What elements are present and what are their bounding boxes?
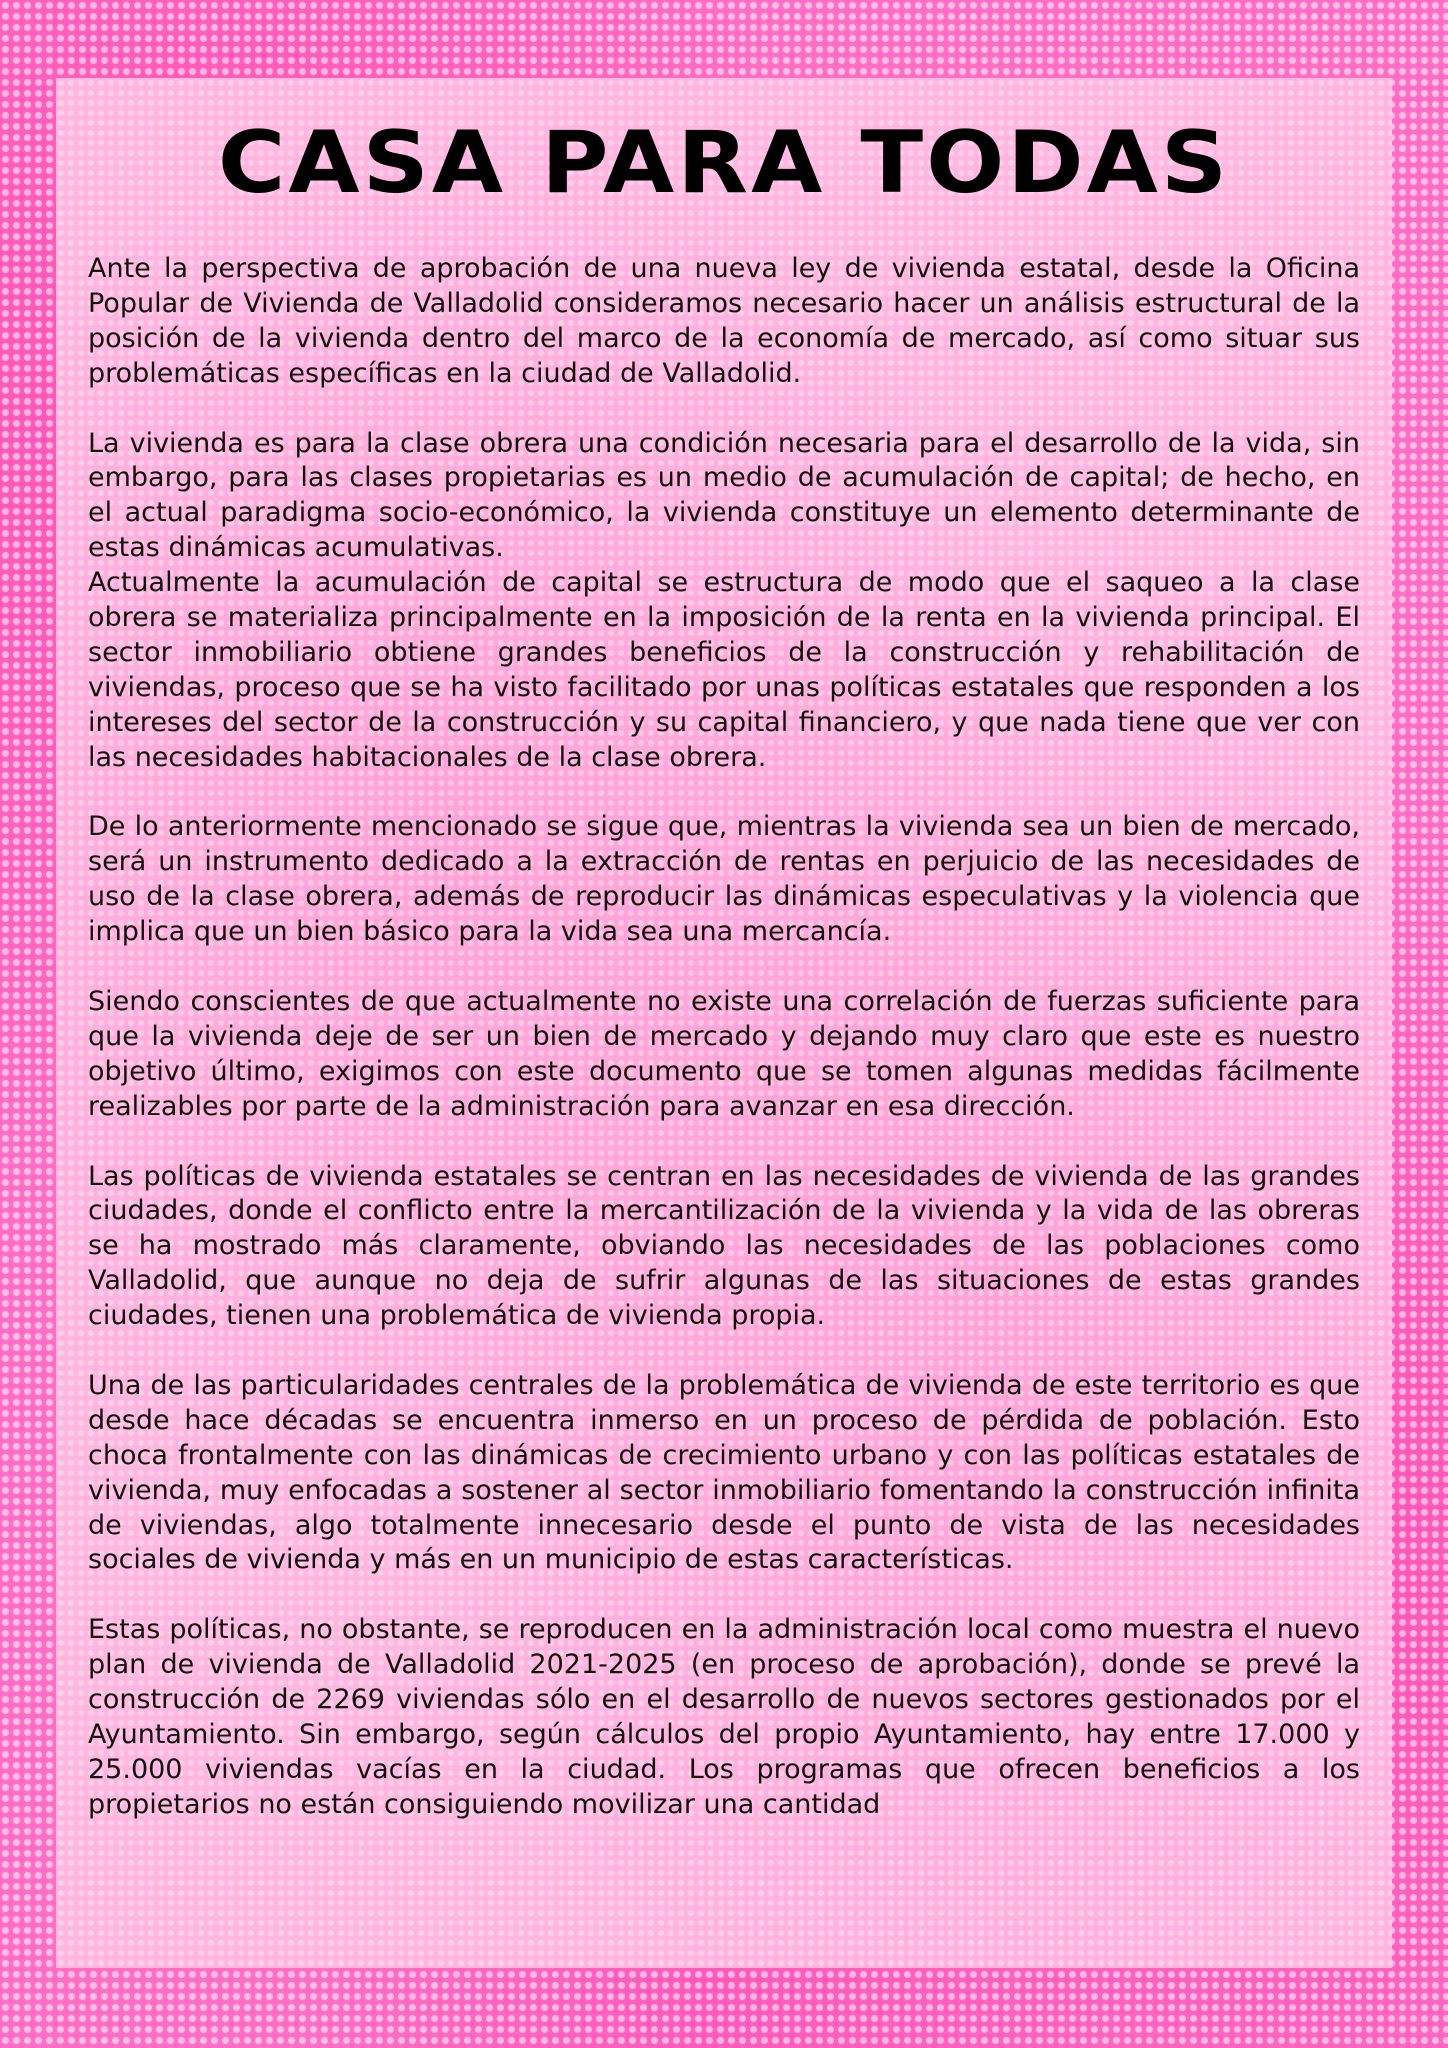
document-title: CASA PARA TODAS [217,112,1231,213]
paragraph-perdida-poblacion: Una de las particularidades centrales de la problemática de vivienda de este territorio es que desde hace décadas se encuentra inmerso en un proceso de pérdida de población. Esto choca frontalmente con las dinámicas de crecimiento urbano y con las políticas estatales de vivienda, muy enfocadas a sostener al sector inmobiliario fomentando la construcción infinita de viviendas, algo totalmente innecesario desde el punto de vista de las necesidades sociales de vivienda y más en un municipio de estas características. [88,1369,1360,1576]
paragraph-plan-vivienda: Estas políticas, no obstante, se reproducen en la administración local como muestra el nuevo plan de vivienda de Valladolid 2021-2025 (en proceso de aprobación), donde se prevé la construcción de 2269 viviendas sólo en el desarrollo de nuevos sectores gestionados por el Ayuntamiento. Sin embargo, según cálculos del propio Ayuntamiento, hay entre 17.000 y 25.000 viviendas vacías en la ciudad. Los programas que ofrecen beneficios a los propietarios no están consiguiendo movilizar una cantidad [88,1614,1360,1820]
paragraph-spacer [88,1334,1360,1369]
paragraph-spacer [88,1125,1360,1160]
paragraph-intro: Ante la perspectiva de aprobación de una nueva ley de vivienda estatal, desde la Oficina Popular de Vivienda de Valladolid consideramos necesario hacer un análisis estructural de la posición de la vivienda dentro del marco de la economía de mercado, así como situar sus problemáticas específicas en la ciudad de Valladolid. [88,253,1360,389]
document-body [88,252,1360,1823]
paragraph-bien-de-mercado: De lo anteriormente mencionado se sigue que, mientras la vivienda sea un bien de mercado, será un instrumento dedicado a la extracción de rentas en perjuicio de las necesidades de uso de la clase obrera, además de reproducir las dinámicas especulativas y la violencia que implica que un bien básico para la vida sea una mercancía. [88,811,1360,948]
paragraph-spacer [88,776,1360,811]
paragraph-spacer [88,950,1360,985]
paragraph-spacer [88,392,1360,427]
paragraph-correlacion-fuerzas: Siendo conscientes de que actualmente no existe una correlación de fuerzas suficiente para que la vivienda deje de ser un bien de mercado y dejando muy claro que este es nuestro objetivo último, exigimos con este documento que se tomen algunas medidas fácilmente realizables por parte de la administración para avanzar en esa dirección. [88,985,1360,1122]
paragraph-spacer [88,1578,1360,1613]
paragraph-acumulacion-capital: Actualmente la acumulación de capital se estructura de modo que el saqueo a la clase obrera se materializa principalmente en la imposición de la renta en la vivienda principal. El sector inmobiliario obtiene grandes beneficios de la construcción y rehabilitación de viviendas, proceso que se ha visto facilitado por unas políticas estatales que responden a los intereses del sector de la construcción y su capital financiero, y que nada tiene que ver con las necesidades habitacionales de la clase obrera. [88,567,1360,773]
paragraph-vivienda-clase-obrera: La vivienda es para la clase obrera una condición necesaria para el desarrollo de la vida, sin embargo, para las clases propietarias es un medio de acumulación de capital; de hecho, en el actual paradigma socio-económico, la vivienda constituye un elemento determinante de estas dinámicas acumulativas. [88,427,1360,564]
paragraph-politicas-estatales: Las políticas de vivienda estatales se centran en las necesidades de vivienda de las grandes ciudades, donde el conflicto entre la mercantilización de la vivienda y la vida de las obreras se ha mostrado más claramente, obviando las necesidades de las poblaciones como Valladolid, que aunque no deja de sufrir algunas de las situaciones de estas grandes ciudades, tienen una problemática de vivienda propia. [88,1160,1360,1332]
